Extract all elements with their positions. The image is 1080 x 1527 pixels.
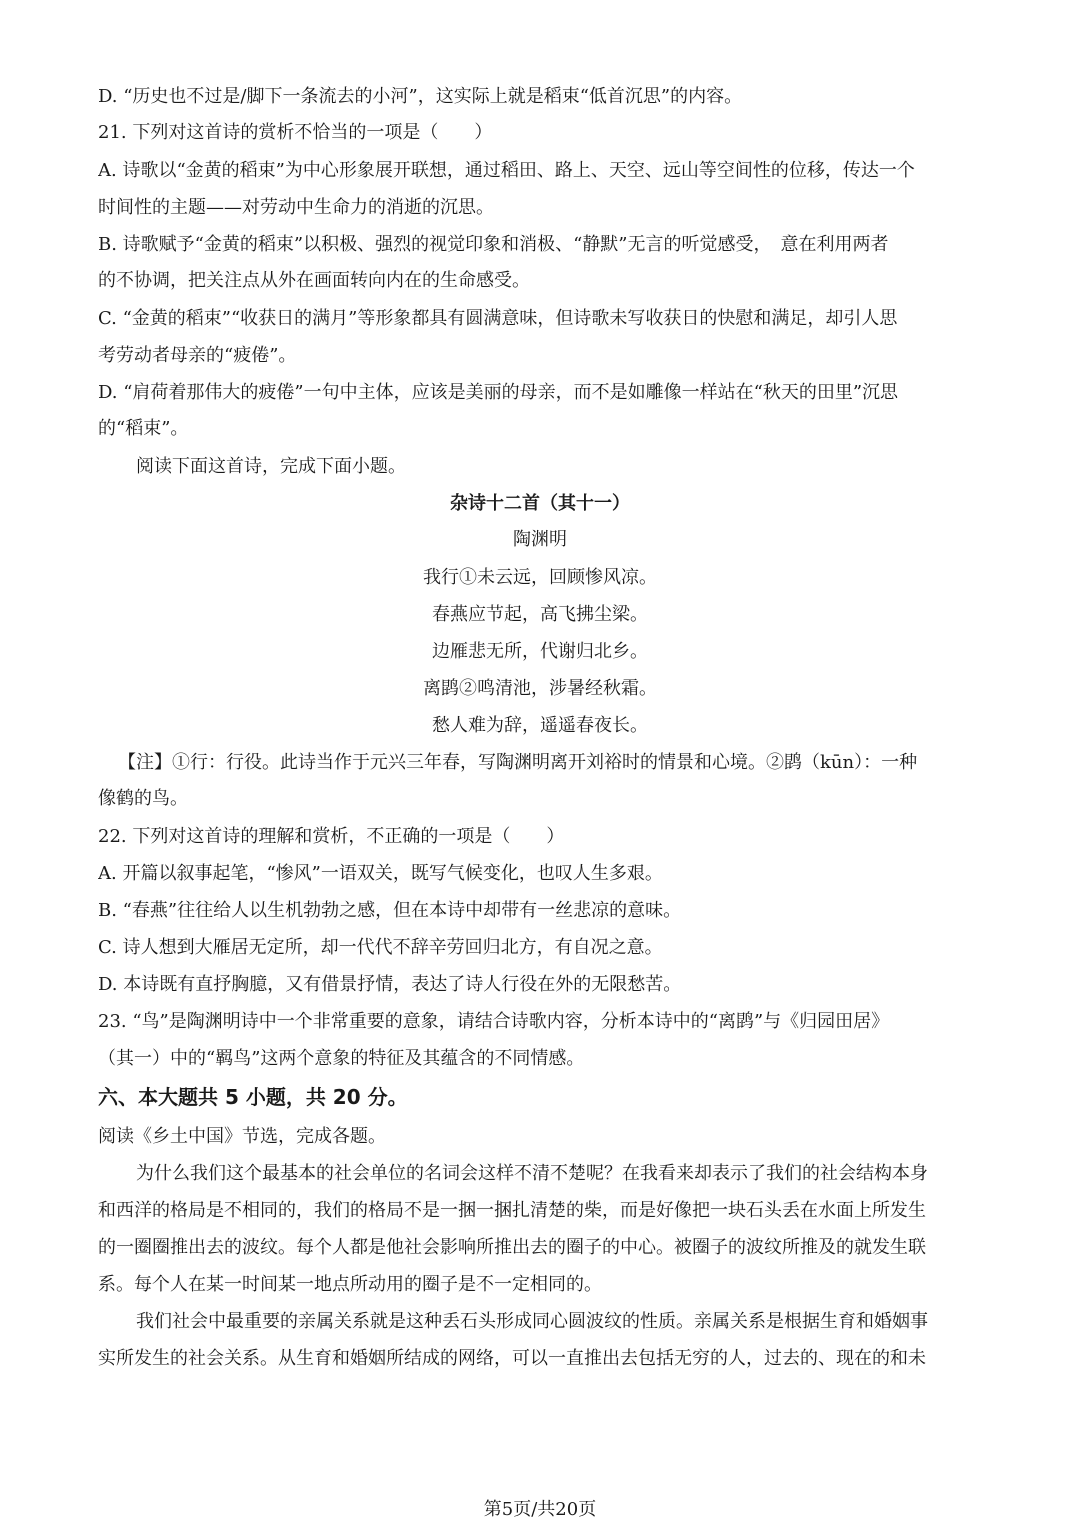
poem-note: 【注】①行：行役。此诗当作于元兴三年春，写陶渊明离开刘裕时的情景和心境。②鹍（kūn）：一种 (118, 752, 918, 773)
q21-option-b: B. 诗歌赋予“金黄的稻束”以积极、强烈的视觉印象和消极、“静默”无言的听觉感受， 意在利用两者 (98, 234, 889, 255)
q21-option-b-cont: 的不协调，把关注点从外在画面转向内在的生命感受。 (98, 270, 530, 291)
q22-option-b: B. “春燕”往往给人以生机勃勃之感，但在本诗中却带有一丝悲凉的意味。 (98, 900, 682, 921)
passage-line: 为什么我们这个最基本的社会单位的名词会这样不清不楚呢？在我看来却表示了我们的社会结构本身 (136, 1163, 928, 1184)
q21-option-c: C. “金黄的稻束”“收获日的满月”等形象都具有圆满意味，但诗歌未写收获日的快慰和满足，却引人思 (98, 308, 898, 329)
q21-option-a-cont: 时间性的主题——对劳动中生命力的消逝的沉思。 (98, 197, 494, 218)
q22-option-c: C. 诗人想到大雁居无定所，却一代代不辞辛劳回归北方，有自况之意。 (98, 937, 663, 958)
question-23-cont: （其一）中的“羁鸟”这两个意象的特征及其蕴含的不同情感。 (98, 1048, 585, 1069)
q21-option-a: A. 诗歌以“金黄的稻束”为中心形象展开联想，通过稻田、路上、天空、远山等空间性的位移，传达一个 (98, 160, 915, 181)
q22-option-d: D. 本诗既有直抒胸臆，又有借景抒情，表达了诗人行役在外的无限愁苦。 (98, 974, 682, 995)
poem-line: 离鹍②鸣清池，涉暑经秋霜。 (423, 678, 657, 699)
q22-option-a: A. 开篇以叙事起笔，“惨风”一语双关，既写气候变化，也叹人生多艰。 (98, 863, 663, 884)
passage-line: 实所发生的社会关系。从生育和婚姻所结成的网络，可以一直推出去包括无穷的人，过去的、现在的和未 (98, 1348, 926, 1369)
passage-line: 我们社会中最重要的亲属关系就是这种丢石头形成同心圆波纹的性质。亲属关系是根据生育和婚姻事 (136, 1311, 928, 1332)
poem-line: 我行①未云远，回顾惨风凉。 (423, 567, 657, 588)
option-d-line: D. “历史也不过是/脚下一条流去的小河”，这实际上就是稻束“低首沉思”的内容。 (98, 86, 743, 107)
question-23: 23. “鸟”是陶渊明诗中一个非常重要的意象，请结合诗歌内容，分析本诗中的“离鹍”与《归园田居》 (98, 1011, 890, 1032)
question-21: 21. 下列对这首诗的赏析不恰当的一项是（ ） (98, 122, 493, 143)
passage-line: 和西洋的格局是不相同的，我们的格局不是一捆一捆扎清楚的柴，而是好像把一块石头丢在水面上所发生 (98, 1200, 926, 1221)
q21-option-d: D. “肩荷着那伟大的疲倦”一句中主体，应该是美丽的母亲，而不是如雕像一样站在“秋天的田里”沉思 (98, 382, 899, 403)
reading-instruction: 阅读下面这首诗，完成下面小题。 (136, 456, 406, 477)
q21-option-c-cont: 考劳动者母亲的“疲倦”。 (98, 345, 297, 366)
question-22: 22. 下列对这首诗的理解和赏析，不正确的一项是（ ） (98, 826, 565, 847)
passage-line: 的一圈圈推出去的波纹。每个人都是他社会影响所推出去的圈子的中心。被圈子的波纹所推及的就发生联 (98, 1237, 926, 1258)
passage-line: 系。每个人在某一时间某一地点所动用的圈子是不一定相同的。 (98, 1274, 602, 1295)
reading-instruction-2: 阅读《乡土中国》节选，完成各题。 (98, 1126, 386, 1147)
page-number: 第5页/共20页 (483, 1499, 597, 1520)
poem-line: 愁人难为辞，遥遥春夜长。 (432, 715, 648, 736)
poem-author: 陶渊明 (513, 529, 567, 550)
section-heading: 六、本大题共 5 小题，共 20 分。 (98, 1085, 408, 1109)
q21-option-d-cont: 的“稻束”。 (98, 418, 189, 439)
poem-line: 春燕应节起，高飞拂尘梁。 (432, 604, 648, 625)
poem-note-cont: 像鹤的鸟。 (98, 788, 188, 809)
poem-line: 边雁悲无所，代谢归北乡。 (432, 641, 648, 662)
poem-title: 杂诗十二首（其十一） (450, 493, 630, 514)
